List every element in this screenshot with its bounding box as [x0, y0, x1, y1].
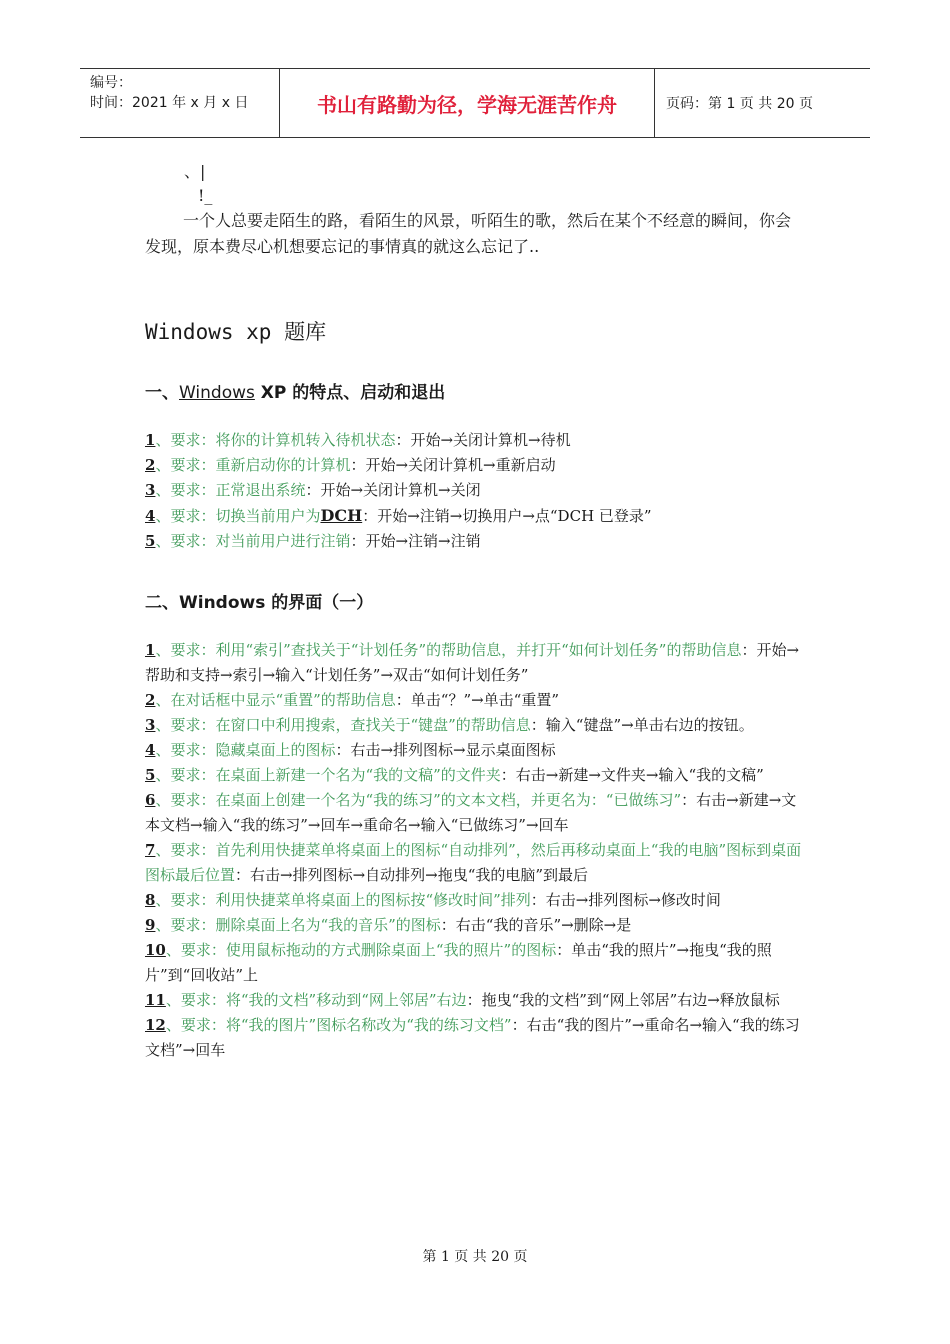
item-number: 7 [145, 841, 156, 859]
item-answer: ：右击→排列图标→修改时间 [530, 891, 721, 909]
item-answer: ：开始→注销→注销 [350, 532, 481, 550]
item-requirement: 、要求：使用鼠标拖动的方式删除桌面上“我的照片”的图标 [165, 941, 557, 959]
item-number: 11 [145, 991, 166, 1009]
list-item [145, 938, 805, 988]
item-requirement: 、要求：首先利用快捷菜单将桌面上的图标“自动排列”，然后再移动桌面上“我的电脑”图标到桌面图标最后位置 [145, 841, 802, 884]
stray-mark-1: 、| [184, 162, 206, 181]
list-item [145, 713, 805, 738]
item-number: 12 [145, 1016, 166, 1034]
item-requirement: 、在对话框中显示“重置”的帮助信息 [155, 691, 396, 709]
dch-user-name: DCH [320, 506, 363, 525]
item-requirement: 、要求：利用“索引”查找关于“计划任务”的帮助信息，并打开“如何计划任务”的帮助信息 [155, 641, 742, 659]
list-item [145, 529, 805, 554]
list-item [145, 478, 805, 503]
list-item [145, 453, 805, 478]
item-answer: ：开始→帮助和支持→索引→输入“计划任务”→双击“如何计划任务” [145, 641, 800, 684]
item-number: 10 [145, 941, 166, 959]
header-meta [80, 69, 280, 137]
section-2-list [145, 638, 805, 1063]
section-heading-1-prefix: 一、 [145, 383, 179, 403]
item-requirement: 、要求：在桌面上新建一个名为“我的文稿”的文件夹 [155, 766, 501, 784]
list-item [145, 638, 805, 688]
item-requirement: 、要求：正常退出系统 [155, 481, 306, 499]
item-number: 6 [145, 791, 156, 809]
header-motto: 书山有路勤为径，学海无涯苦作舟 [280, 69, 655, 137]
item-number: 2 [145, 456, 156, 474]
item-requirement: 、要求：删除桌面上名为“我的音乐”的图标 [155, 916, 441, 934]
item-number: 1 [145, 431, 156, 449]
list-item [145, 688, 805, 713]
item-number: 1 [145, 641, 156, 659]
section-heading-1 [145, 378, 445, 403]
item-answer: ：右击→新建→文件夹→输入“我的文稿” [500, 766, 764, 784]
page-header [80, 68, 870, 138]
intro-paragraph [145, 208, 805, 260]
document-time-label: 时间：2021 年 x 月 x 日 [90, 95, 249, 111]
section-heading-1-link-word[interactable]: Windows [179, 383, 255, 403]
item-answer: ：开始→关闭计算机→待机 [395, 431, 571, 449]
item-requirement: 、要求：将你的计算机转入待机状态 [155, 431, 396, 449]
list-item [145, 503, 805, 529]
item-number: 5 [145, 766, 156, 784]
section-1-list [145, 428, 805, 554]
item-answer: ：开始→关闭计算机→重新启动 [350, 456, 556, 474]
item-answer: ：右击“我的图片”→重命名→输入“我的练习文档”→回车 [145, 1016, 800, 1059]
item-requirement: 、要求：对当前用户进行注销 [155, 532, 351, 550]
page-footer: 第 1 页 共 20 页 [422, 1249, 528, 1265]
item-number: 2 [145, 691, 156, 709]
section-heading-1-rest: XP 的特点、启动和退出 [254, 383, 446, 403]
item-requirement: 、要求：在窗口中利用搜索，查找关于“键盘”的帮助信息 [155, 716, 531, 734]
document-number-label: 编号： [90, 75, 132, 91]
intro-text: 一个人总要走陌生的路，看陌生的风景，听陌生的歌，然后在某个不经意的瞬间，你会发现，原本费尽心机想要忘记的事情真的就这么忘记了.. [145, 211, 792, 256]
list-item [145, 888, 805, 913]
item-answer: ：开始→关闭计算机→关闭 [305, 481, 481, 499]
item-answer: ：右击“我的音乐”→删除→是 [440, 916, 632, 934]
item-number: 3 [145, 481, 156, 499]
list-item [145, 763, 805, 788]
item-answer: ：单击“？”→单击“重置” [395, 691, 560, 709]
stray-mark-2: !_ [198, 186, 213, 205]
item-answer: ：单击“我的照片”→拖曳“我的照片”到“回收站”上 [145, 941, 772, 984]
document-title: Windows xp 题库 [145, 320, 327, 344]
item-requirement: 、要求：利用快捷菜单将桌面上的图标按“修改时间”排列 [155, 891, 531, 909]
item-requirement: 、要求：将“我的文档”移动到“网上邻居”右边 [165, 991, 467, 1009]
item-requirement: 、要求：隐藏桌面上的图标 [155, 741, 336, 759]
item-requirement: 、要求：将“我的图片”图标名称改为“我的练习文档” [165, 1016, 512, 1034]
item-requirement: 、要求：切换当前用户为 [155, 507, 321, 525]
stray-marks [184, 160, 212, 208]
list-item [145, 738, 805, 763]
section-heading-2: 二、Windows 的界面（一） [145, 593, 374, 613]
item-number: 9 [145, 916, 156, 934]
item-answer: ：右击→新建→文本文档→输入“我的练习”→回车→重命名→输入“已做练习”→回车 [145, 791, 797, 834]
item-number: 3 [145, 716, 156, 734]
item-number: 4 [145, 741, 156, 759]
list-item [145, 988, 805, 1013]
item-answer: ：右击→排列图标→自动排列→拖曳“我的电脑”到最后 [235, 866, 589, 884]
item-answer: ：开始→注销→切换用户→点“DCH 已登录” [362, 507, 652, 525]
list-item [145, 913, 805, 938]
list-item [145, 428, 805, 453]
list-item [145, 788, 805, 838]
item-answer: ：输入“键盘”→单击右边的按钮。 [530, 716, 754, 734]
item-number: 4 [145, 507, 156, 525]
item-answer: ：右击→排列图标→显示桌面图标 [335, 741, 556, 759]
header-page-info: 页码：第 1 页 共 20 页 [666, 96, 813, 112]
list-item [145, 838, 805, 888]
item-answer: ：拖曳“我的文档”到“网上邻居”右边→释放鼠标 [466, 991, 780, 1009]
item-number: 8 [145, 891, 156, 909]
item-requirement: 、要求：重新启动你的计算机 [155, 456, 351, 474]
item-number: 5 [145, 532, 156, 550]
list-item [145, 1013, 805, 1063]
item-requirement: 、要求：在桌面上创建一个名为“我的练习”的文本文档，并更名为：“已做练习” [155, 791, 682, 809]
